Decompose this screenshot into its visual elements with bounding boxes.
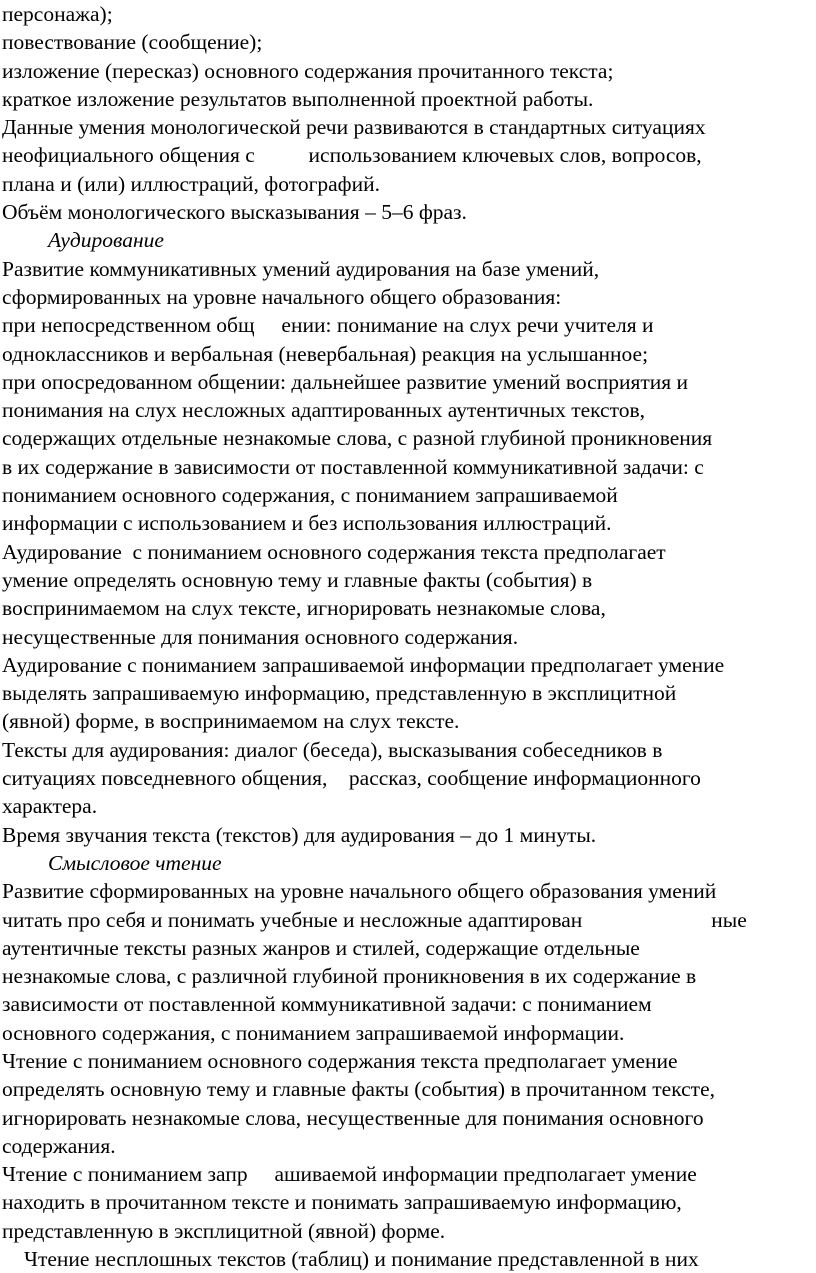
text-line: понимания на слух несложных адаптированных аутентичных текстов, [2, 398, 645, 423]
text-line: изложение (пересказ) основного содержания прочитанного текста; [2, 58, 614, 83]
text-line: неофициального общения с использованием ключевых слов, вопросов, [2, 143, 702, 168]
text-line: умение определять основную тему и главные факты (события) в [2, 567, 593, 592]
text-line: Чтение с пониманием основного содержания текста предполагает умение [2, 1048, 678, 1073]
text-line: воспринимаемом на слух тексте, игнорировать незнакомые слова, [2, 596, 606, 621]
text-line: сформированных на уровне начального общего образования: [2, 284, 562, 309]
text-line: определять основную тему и главные факты (события) в прочитанном тексте, [2, 1077, 715, 1102]
text-line: Данные умения монологической речи развиваются в стандартных ситуациях [2, 115, 706, 140]
text-line: читать про себя и понимать учебные и несложные адаптирован ные [2, 907, 747, 932]
text-line: зависимости от поставленной коммуникативной задачи: с пониманием [2, 992, 652, 1017]
text-line: Аудирование с пониманием основного содержания текста предполагает [2, 539, 666, 564]
text-line: Развитие сформированных на уровне начального общего образования умений [2, 879, 717, 904]
text-line: плана и (или) иллюстраций, фотографий. [2, 171, 380, 196]
text-line: Чтение с пониманием запр ашиваемой информации предполагает умение [2, 1162, 697, 1187]
text-line: содержащих отдельные незнакомые слова, с разной глубиной проникновения [2, 426, 713, 451]
text-line: Развитие коммуникативных умений аудирования на базе умений, [2, 256, 600, 281]
text-line: персонажа); [2, 2, 113, 26]
text-line: несущественные для понимания основного содержания. [2, 624, 519, 649]
text-line: представленную в эксплицитной (явной) форме. [2, 1218, 446, 1243]
text-line: краткое изложение результатов выполненной проектной работы. [2, 86, 594, 111]
text-line: выделять запрашиваемую информацию, представленную в эксплицитной [2, 681, 677, 706]
text-line: (явной) форме, в воспринимаемом на слух тексте. [2, 709, 460, 734]
text-line: при опосредованном общении: дальнейшее развитие умений восприятия и [2, 369, 689, 394]
text-line: основного содержания, с пониманием запрашиваемой информации. [2, 1020, 625, 1045]
text-line: Время звучания текста (текстов) для аудирования – до 1 минуты. [2, 822, 597, 847]
text-line: характера. [2, 794, 98, 819]
text-line: информации с использованием и без использования иллюстраций. [2, 511, 612, 536]
text-line: пониманием основного содержания, с пониманием запрашиваемой [2, 483, 618, 508]
text-line: Чтение несплошных текстов (таблиц) и понимание представленной в них [24, 1247, 699, 1272]
text-line: повествование (сообщение); [2, 30, 263, 55]
text-line: ситуациях повседневного общения, рассказ, сообщение информационного [2, 766, 701, 791]
text-line: незнакомые слова, с различной глубиной проникновения в их содержание в [2, 964, 697, 989]
text-line: одноклассников и вербальная (невербальная) реакция на услышанное; [2, 341, 649, 366]
text-line: аутентичные тексты разных жанров и стилей, содержащие отдельные [2, 935, 640, 960]
text-line: Объём монологического высказывания – 5–6 фраз. [2, 200, 467, 225]
section-heading: Смысловое чтение [48, 850, 222, 875]
section-heading: Аудирование [48, 228, 164, 253]
text-line: находить в прочитанном тексте и понимать запрашиваемую информацию, [2, 1190, 682, 1215]
text-line: в их содержание в зависимости от поставленной коммуникативной задачи: с [2, 454, 704, 479]
text-line: игнорировать незнакомые слова, несущественные для понимания основного [2, 1105, 704, 1130]
document-page [2, 0, 814, 1273]
text-line: при непосредственном общ ении: понимание на слух речи учителя и [2, 313, 654, 338]
text-line: Аудирование с пониманием запрашиваемой информации предполагает умение [2, 652, 725, 677]
text-line: Тексты для аудирования: диалог (беседа), высказывания собеседников в [2, 737, 663, 762]
text-line: содержания. [2, 1133, 116, 1158]
